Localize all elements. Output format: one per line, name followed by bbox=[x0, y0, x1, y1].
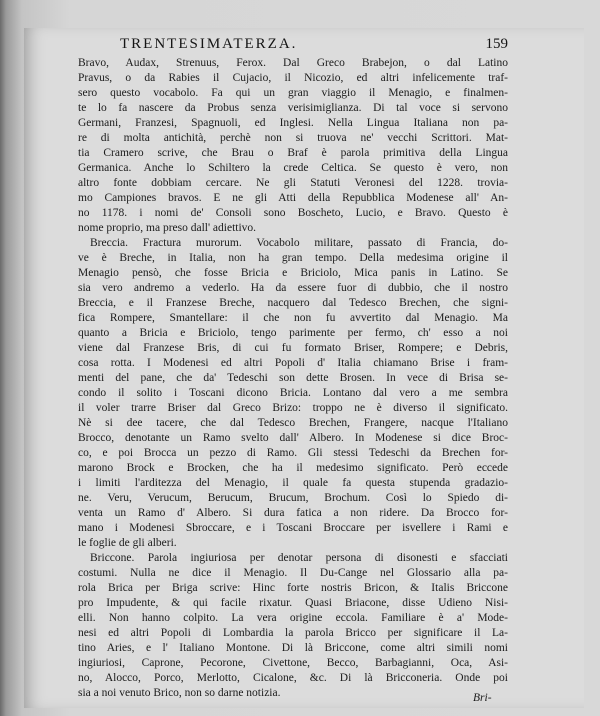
text-line: cosa rotta. I Modenesi ed altri Popoli d' Italia chiamano Brise i fram- bbox=[78, 357, 508, 369]
text-line: sia a noi venuto Brico, non so darne notizia. bbox=[78, 687, 281, 699]
text-line: pro Impudente, & qui facile rixatur. Quasi Briacone, disse Udieno Nisi- bbox=[78, 597, 508, 609]
entry-breccia-start: Breccia. Fractura murorum. Vocabolo militare, passato di Francia, do- bbox=[90, 237, 508, 249]
text-line: tino Aries, e l' Italiano Montone. Di là Briccone, come altri simili nomi bbox=[78, 642, 508, 654]
text-line: fica Rompere, Smantellare: il che non fu avvertito dal Menagio. Ma bbox=[78, 312, 508, 324]
catchword: Bri- bbox=[473, 692, 492, 704]
text-line: nome proprio, ma preso dall' adiettivo. bbox=[78, 222, 257, 234]
text-line: co, e poi Brocca un pezzo di Ramo. Gli stessi Tedeschi da Brechen for- bbox=[78, 447, 508, 459]
text-line: viene dal Franzese Bris, di cui fu formato Briser, Rompere; e Debris, bbox=[78, 342, 508, 354]
text-line: no 1178. i nomi de' Consoli sono Boscheto, Lucio, e Bravo. Questo è bbox=[78, 207, 508, 219]
text-line: ve è Breche, in Italia, non ha gran tempo. Della medesima origine il bbox=[78, 252, 508, 264]
text-line: Bravo, Audax, Strenuus, Ferox. Dal Greco Brabejon, o dal Latino bbox=[78, 57, 508, 69]
text-line: i limiti l'arditezza del Menagio, il quale fa questa stupenda gradazio- bbox=[78, 477, 508, 489]
text-line: rola Brica per Briga scrive: Hinc forte nostris Bricon, & Italis Briccone bbox=[78, 582, 508, 594]
text-line: Brocco, denotante un Ramo svelto dall' Albero. In Modenese si dice Broc- bbox=[78, 432, 508, 444]
entry-briccone-start: Briccone. Parola ingiuriosa per denotar persona di disonesti e sfacciati bbox=[90, 552, 508, 564]
text-line: Nè si dee tacere, che dal Tedesco Brechen, Frangere, nacque l'Italiano bbox=[78, 417, 508, 429]
text-line: nesi ed altri Popoli di Lombardia la parola Bricco per significare il La- bbox=[78, 627, 508, 639]
text-line: Breccia, e il Franzese Breche, nacquero dal Tedesco Brechen, che signi- bbox=[78, 297, 508, 309]
page-header bbox=[120, 36, 508, 56]
text-line: le foglie de gli alberi. bbox=[78, 537, 177, 549]
book-page bbox=[24, 28, 584, 708]
page-number: 159 bbox=[485, 36, 508, 52]
text-line: Germanica. Anche lo Schiltero la crede Celtica. Se questo è vero, non bbox=[78, 162, 508, 174]
text-line: sero questo vocabolo. Fa qui un gran viaggio il Menagio, e finalmen- bbox=[78, 87, 508, 99]
text-line: ingiuriosi, Caprone, Pecorone, Civettone, Becco, Barbagianni, Oca, Asi- bbox=[78, 657, 508, 669]
text-line: marono Brock e Brocken, che ha il medesimo significato. Però eccede bbox=[78, 462, 508, 474]
text-line: costumi. Nulla ne dice il Menagio. Il Du-Cange nel Glossario alla pa- bbox=[78, 567, 508, 579]
text-line: il voler trarre Briser dal Greco Brizo: troppo ne è diverso il significato. bbox=[78, 402, 508, 414]
text-line: sia vero andremo a vederlo. Ha da essere fuor di dubbio, che il nostro bbox=[78, 282, 508, 294]
text-line: ne. Veru, Verucum, Berucum, Brucum, Brochum. Così lo Spiedo di- bbox=[78, 492, 508, 504]
body-text bbox=[78, 56, 508, 701]
text-line: tia Cramero scrive, che Brau o Braf è parola primitiva della Lingua bbox=[78, 147, 508, 159]
text-line: mano i Modenesi Sbroccare, e i Toscani Broccare per isvellere i Rami e bbox=[78, 522, 508, 534]
text-line: menti del pane, che da' Tedeschi son dette Brosen. In vece di Brisa se- bbox=[78, 372, 508, 384]
text-line: venta un Ramo d' Albero. Si dura fatica a non ridere. Da Brocco for- bbox=[78, 507, 508, 519]
text-line: condo il solito i Toscani dicono Bricia. Lontano dal vero a me sembra bbox=[78, 387, 508, 399]
running-head: TRENTESIMATERZA. bbox=[120, 36, 298, 52]
text-line: re di molta antichità, perchè non si truova ne' vecchi Scrittori. Mat- bbox=[78, 132, 508, 144]
text-line: no, Alocco, Porco, Merlotto, Cicalone, &c. Di là Bricconeria. Onde poi bbox=[78, 672, 508, 684]
text-line: Germani, Franzesi, Spagnuoli, ed Inglesi. Nella Lingua Italiana non pa- bbox=[78, 117, 508, 129]
text-line: elli. Non hanno colpito. La vera origine eccola. Familiare è a' Mode- bbox=[78, 612, 508, 624]
text-line: Pravus, o da Rabies il Cujacio, il Nicozio, ed altri infelicemente traf- bbox=[78, 72, 508, 84]
text-line: quanto a Bricia e Briciolo, tengo parimente per fermo, ch' esso a noi bbox=[78, 327, 508, 339]
text-line: te lo fa nascere da Probus senza verisimiglianza. Di tal voce si servono bbox=[78, 102, 508, 114]
text-line: altro fonte dobbiam cercare. Ne gli Statuti Veronesi del 1228. trovia- bbox=[78, 177, 508, 189]
text-line: mo Campiones bravos. E ne gli Atti della Repubblica Modenese all' An- bbox=[78, 192, 508, 204]
text-line: Menagio pensò, che fosse Bricia e Briciolo, Mica panis in Latino. Se bbox=[78, 267, 508, 279]
